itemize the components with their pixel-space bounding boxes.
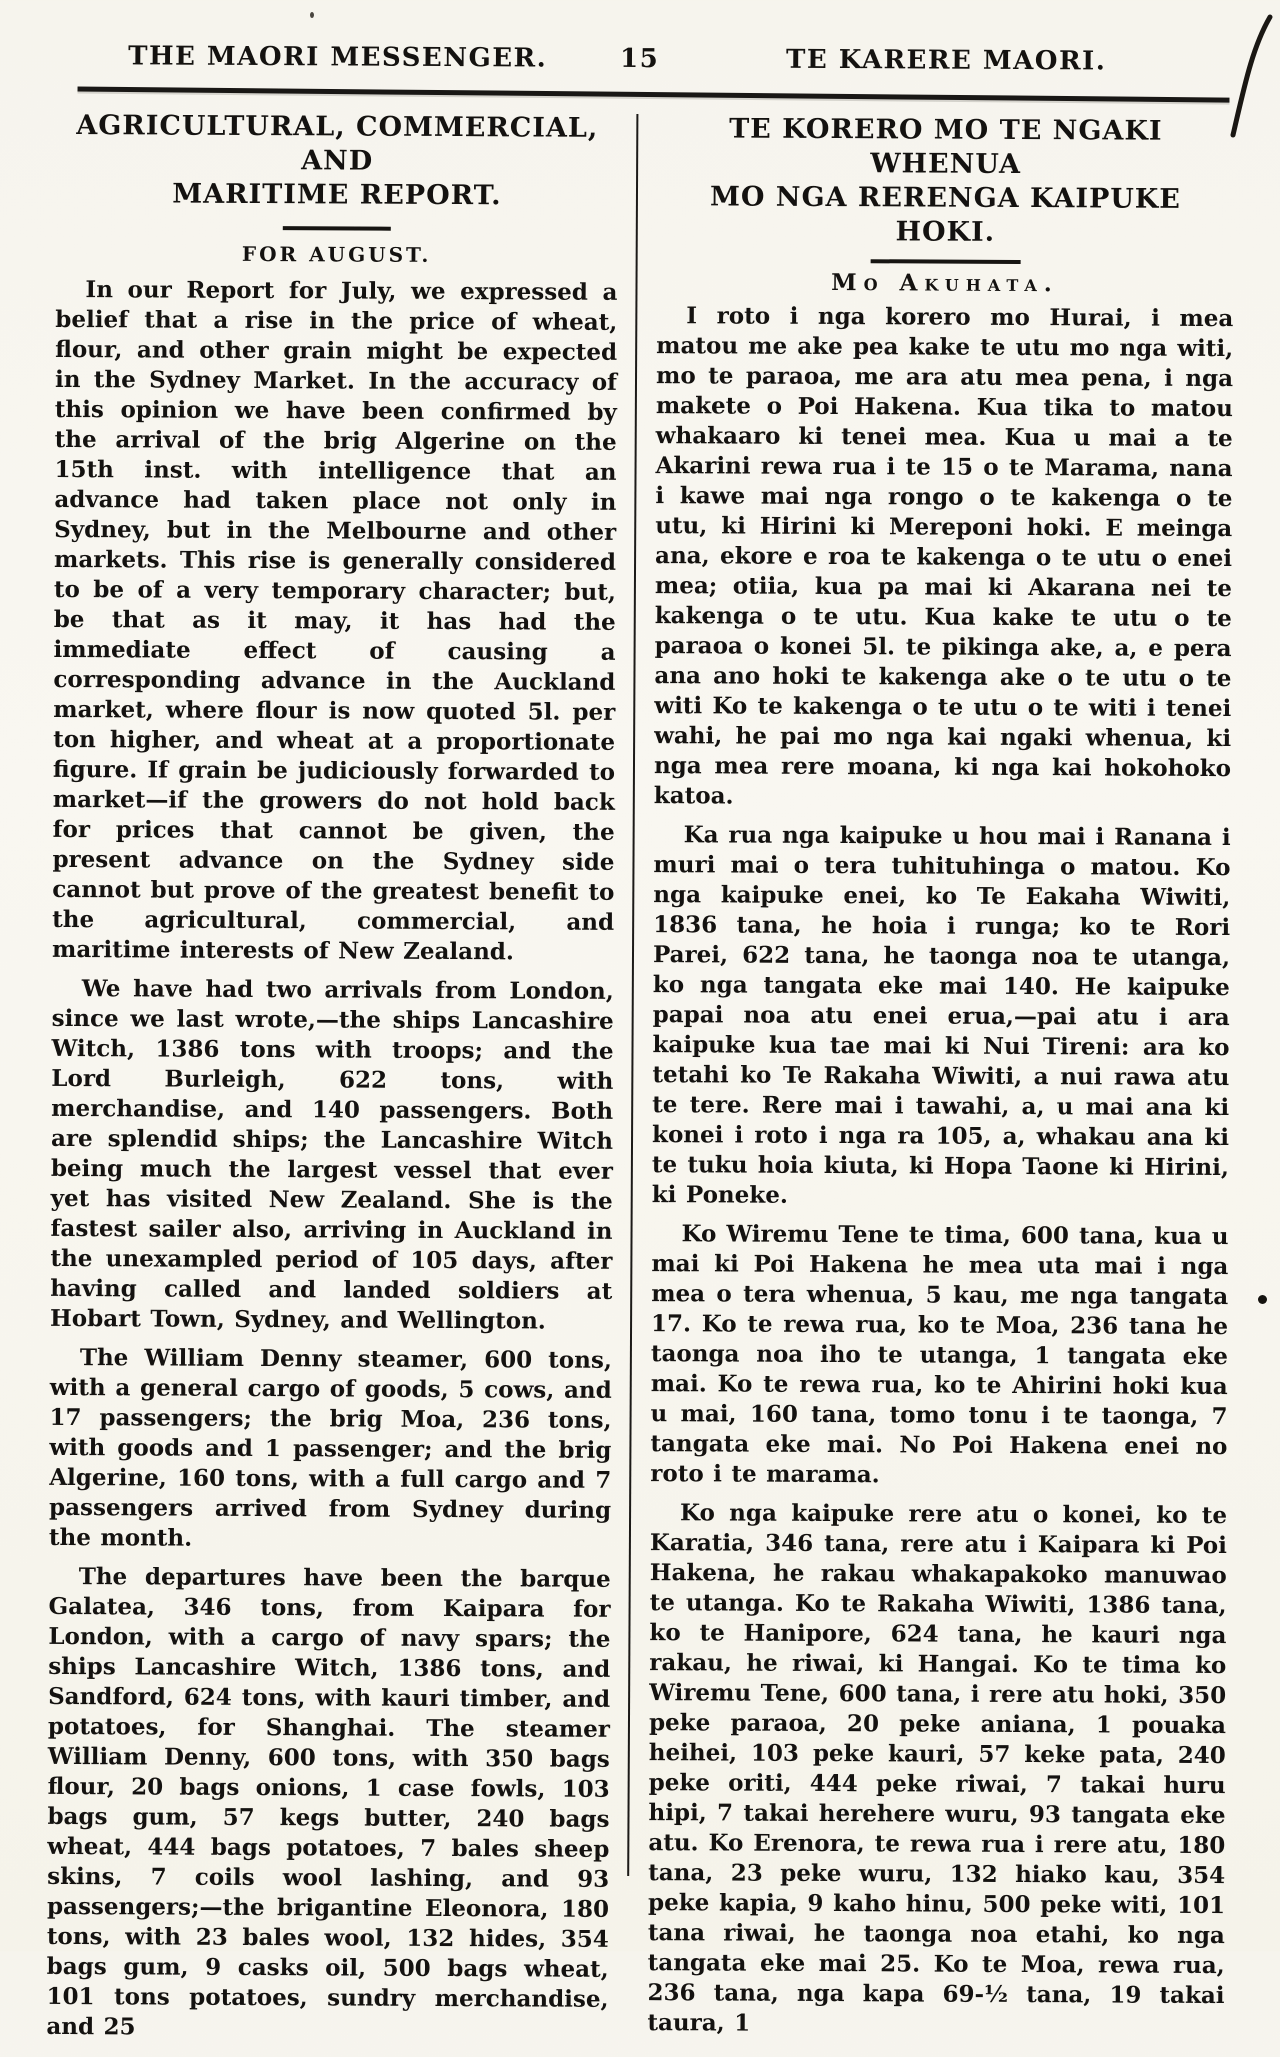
- ink-dot-artifact: [1258, 1295, 1267, 1304]
- maori-heading-line1: TE KORERO MO TE NGAKI WHENUA: [729, 113, 1163, 180]
- maori-paragraph: Ko nga kaipuke rere atu o konei, ko te Karatia, 346 tana, rere atu i Kaipara ki Poi Hakena, he rakau whakapakoko manuwao te utanga. Ko te Rakaha Wiwiti, 1386 tana, ko te Hanipore, 624 tana, he kauri nga rakau, he riwai, ki Hangai. Ko te tima ko Wiremu Tene, 600 tana, i rere atu hoki, 350 peke paraoa, 20 peke aniana, 1 pouaka heihei, 103 peke kauri, 57 keke pata, 240 peke oriti, 444 peke riwai, 7 takai huru hipi, 7 takai herehere wuru, 93 tangata eke atu. Ko Erenora, te rewa rua i rere atu, 180 tana, 23 peke wuru, 132 hiako kau, 354 peke kapia, 9 kaho hinu, 500 peke witi, 101 tana riwai, he taonga noa etahi, ko nga tangata eke mai 25. Ko te Moa, rewa rua, 236 tana, nga kapa 69-½ tana, 19 takai taura, 1: [647, 1499, 1228, 2037]
- english-article-heading: [56, 109, 619, 214]
- maori-subheading: Mo Akuhata.: [831, 269, 1059, 298]
- column-divider-rule: [627, 114, 638, 1876]
- english-paragraph: The William Denny steamer, 600 tons, with a general cargo of goods, 5 cows, and 17 passengers; the brig Moa, 236 tons, with goods and 1 passenger; and the brig Algerine, 160 tons, with a full cargo and 7 passengers arrived from Sydney during the month.: [48, 1344, 612, 1552]
- masthead-rule: [78, 87, 1230, 103]
- maori-column: [647, 112, 1234, 2050]
- english-column: [46, 109, 618, 2054]
- english-subheading: FOR AUGUST.: [241, 241, 432, 267]
- maori-paragraph: Ko Wiremu Tene te tima, 600 tana, kua u mai ki Poi Hakena he mea uta mai i nga mea o tera whenua, 5 kau, me nga tangata 17. Ko te rewa rua, ko te Moa, 236 tana he taonga noa iho te utanga, 1 tangata eke mai. Ko te rewa rua, ko te Ahirini hoki kua u mai, 160 tana, tomo tonu i te taonga, 7 tangata eke mai. No Poi Hakena enei no roto i te marama.: [650, 1220, 1229, 1489]
- english-paragraph: We have had two arrivals from London, since we last wrote,—the ships Lancashire Witch, 1386 tons with troops; and the Lord Burleigh, 622 tons, with merchandise, and 140 passengers. Both are splendid ships; the Lancashire Witch being much the largest vessel that ever yet has visited New Zealand. She is the fastest sailer also, arriving in Auckland in the unexampled period of 105 days, after having called and landed soldiers at Hobart Town, Sydney, and Wellington.: [50, 975, 614, 1335]
- maori-heading-line2: MO NGA RERENGA KAIPUKE HOKI.: [709, 181, 1181, 248]
- page-number: 15: [620, 43, 660, 75]
- masthead-title-maori: TE KARERE MAORI.: [785, 44, 1107, 77]
- english-heading-rule: [283, 226, 391, 231]
- english-heading-line1: AGRICULTURAL, COMMERCIAL, AND: [76, 110, 599, 177]
- english-heading-line2: MARITIME REPORT.: [172, 178, 502, 212]
- english-paragraph: The departures have been the barque Galatea, 346 tons, from Kaipara for London, with a cargo of navy spars; the ships Lancashire Witch, 1386 tons, and Sandford, 624 tons, with kauri timber, and potatoes, for Shanghai. The steamer William Denny, 600 tons, with 350 bags flour, 20 bags onions, 1 case fowls, 103 bags gum, 57 kegs butter, 240 bags wheat, 444 bags potatoes, 7 bales sheep skins, 7 coils wool lashing, and 93 passengers;—the brigantine Eleonora, 180 tons, with 23 bales wool, 132 hides, 354 bags gum, 9 casks oil, 500 bags wheat, 101 tons potatoes, sundry merchandise, and 25: [46, 1563, 611, 2041]
- maori-heading-rule: [870, 259, 1020, 264]
- masthead-title-english: THE MAORI MESSENGER.: [128, 41, 548, 74]
- maori-paragraph: I roto i nga korero mo Hurai, i mea matou me ake pea kake te utu mo nga witi, mo te paraoa, me ara atu mea pena, i nga makete o Poi Hakena. Kua tika to matou whakaaro ki tenei mea. Kua u mai a te Akarini rewa rua i te 15 o te Marama, nana i kawe mai nga rongo o te kakenga o te utu, ki Hirini ki Mereponi hoki. E meinga ana, ekore e roa te kakenga o te utu o enei mea; otiia, kua pa mai ki Akarana nei te kakenga o te utu. Kua kake te utu o te paraoa o konei 5l. te pikinga ake, a, e pera ana ano hoki te kakenga ake o te utu o te witi Ko te kakenga o te utu o te witi i tenei wahi, he pai mo nga kai ngaki whenua, ki nga mea rere moana, ki nga kai hokohoko katoa.: [653, 302, 1234, 810]
- english-paragraph: In our Report for July, we expressed a belief that a rise in the price of wheat, flour, and other grain might be expected in the Sydney Market. In the accuracy of this opinion we have been confirmed by the arrival of the brig Algerine on the 15th inst. with intelligence that an advance had taken place not only in Sydney, but in the Melbourne and other markets. This rise is generally considered to be of a very temporary character; but, be that as it may, it has had the immediate effect of causing a corresponding advance in the Auckland market, where flour is now quoted 5l. per ton higher, and wheat at a proportionate figure. If grain be judiciously forwarded to market—if the growers do not hold back for prices that cannot be given, the present advance on the Sydney side cannot but prove of the greatest benefit to the agricultural, commercial, and maritime interests of New Zealand.: [51, 276, 618, 966]
- ink-speck-artifact: [310, 12, 314, 18]
- maori-article-heading: [657, 112, 1235, 251]
- maori-paragraph: Ka rua nga kaipuke u hou mai i Ranana i muri mai o tera tuhituhinga o matou. Ko nga kaipuke enei, ko Te Eakaha Wiwiti, 1836 tana, he hoia i runga; ko te Rori Parei, 622 tana, he taonga noa te utanga, ko nga tangata eke mai 140. He kaipuke papai noa atu enei erua,—pai atu i ara kaipuke kua tae mai ki Nui Tireni: ara ko tetahi ko Te Rakaha Wiwiti, a nui rawa atu te tere. Rere mai i tawahi, a, u mai ana ki konei i roto i nga ra 105, a, whakau ana ki te tuku hoia kiuta, ki Hopa Taone ki Hirini, ki Poneke.: [651, 821, 1231, 1209]
- pen-stroke-artifact: [1206, 14, 1278, 139]
